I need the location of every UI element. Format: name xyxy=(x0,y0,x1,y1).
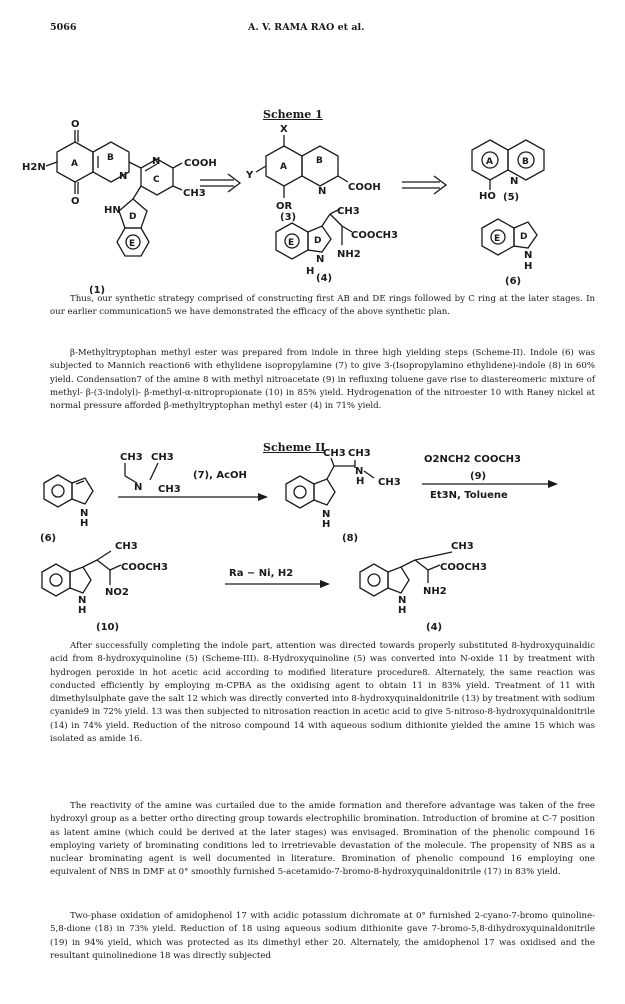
c6s1-n: N xyxy=(524,250,533,261)
c4s1-label: (4) xyxy=(316,273,333,284)
s2-c8-nh-h: H xyxy=(356,476,365,487)
s2-c6-label: (6) xyxy=(40,533,57,544)
s2-c10-h: H xyxy=(78,605,87,616)
s2-c10-ch3: CH3 xyxy=(115,541,138,552)
s2-c8-n: N xyxy=(322,509,331,520)
c1-o-top: O xyxy=(71,119,80,130)
paragraph-2: β-Methyltryptophan methyl ester was prepared from indole in three high yielding steps (Scheme-II). Indole (6) was subjected to Mannich reaction6 with ethylidene isopropylamine (7) to give 3-(Isopropylamino ethylidene)-indole (8) in 60% yield. Condensation7 of the amine 8 with methyl nitroacetate (9) in refluxing toluene gave rise to diastereomeric mixture of methyl- β-(3-indolyl)- β-methyl-α-nitropropionate (10) in 85% yield. Hydrogenation of the nitroester 10 with Raney nickel at normal pressure afforded β-methyltryptophan methyl ester (4) in 71% yield. xyxy=(50,348,595,412)
c1-ring-b: B xyxy=(107,153,114,163)
c4s1-ch3: CH3 xyxy=(337,206,360,217)
c1-ring-c: C xyxy=(153,175,160,185)
s2-c8-label: (8) xyxy=(342,533,359,544)
scheme1-title: Scheme 1 xyxy=(263,108,323,121)
paragraph-3: After successfully completing the indole part, attention was directed towards properly substituted 8-hydroxyquinaldic acid from 8-hydroxyquinoline (5) (Scheme-III). 8-Hydroxyquinoline (5) was converted into N-oxide 11 by treatment with hydrogen peroxide in hot acetic acid according to modified literature procedure8. Alternately, the same reaction was conducted efficiently by employing m-CPBA as the oxidising agent to obtain 11 in 83% yield. Treatment of 11 with dimethylsulphate gave the salt 12 which was directly converted into 8-hydroxyquinaldonitrile (13) by treatment with sodium cyanide9 in 72% yield. 13 was then subjected to nitrosation reaction in acetic acid to give 5-nitroso-8-hydroxyquinaldonitrile (14) in 74% yield. Reduction of the nitroso compound 14 with aqueous sodium dithionite yielded the amine 15 which was isolated as amide 16. xyxy=(50,641,595,745)
c1-hn: HN xyxy=(104,205,121,216)
c3-n: N xyxy=(318,186,327,197)
s2-c4-nh2: NH2 xyxy=(423,586,447,597)
s2-c8-nh: N xyxy=(355,466,364,477)
s2-c8-h: H xyxy=(322,519,331,530)
s2-c4-label: (4) xyxy=(426,622,443,633)
s2-c4-ch3: CH3 xyxy=(451,541,474,552)
s2-r1-cond: (7), AcOH xyxy=(193,470,247,481)
running-title: A. V. RAMA RAO et al. xyxy=(248,22,365,33)
c4s1-cooch3: COOCH3 xyxy=(351,230,399,241)
page-number: 5066 xyxy=(50,22,77,33)
c3-x: X xyxy=(280,124,288,135)
c1-ring-a: A xyxy=(71,159,78,169)
s2-c6-n: N xyxy=(80,508,89,519)
s2-c4-h: H xyxy=(398,605,407,616)
c3-ring-b: B xyxy=(316,156,323,166)
s2-c8-ch3b: CH3 xyxy=(348,448,371,459)
c3-label: (3) xyxy=(280,212,297,223)
paragraph-5: Two-phase oxidation of amidophenol 17 with acidic potassium dichromate at 0° furnished 2-cyano-7-bromo quinoline-5,8-dione (18) in 73% yield. Reduction of 18 using aqueous sodium dithionite gave 7-bromo-5,8-dihydroxyquinaldonitrile (19) in 94% yield, which was protected as its dimethyl ether 20. Alternately, the amidophenol 17 was oxidised and the resultant quinolinedione 18 was directly subjected xyxy=(50,911,595,961)
c1-ch3: CH3 xyxy=(183,188,206,199)
c5-n: N xyxy=(510,176,519,187)
s2-r3: Ra − Ni, H2 xyxy=(229,568,294,579)
s2-c10-cooch3: COOCH3 xyxy=(121,562,169,573)
s2-c10-no2: NO2 xyxy=(105,587,129,598)
c4s1-n: N xyxy=(316,254,325,265)
c3-y: Y xyxy=(246,170,254,181)
c3-ring-a: A xyxy=(280,162,287,172)
s2-r2-top: O2NCH2 COOCH3 xyxy=(424,454,521,465)
c5-ho: HO xyxy=(479,191,496,202)
c6s1-label: (6) xyxy=(505,276,522,287)
c1-o-bottom: O xyxy=(71,196,80,207)
s2-r1-ch3a: CH3 xyxy=(120,452,143,463)
c1-ring-d: D xyxy=(129,212,137,222)
c3-or: OR xyxy=(276,201,293,212)
c1-label: (1) xyxy=(89,285,106,296)
c1-cooh: COOH xyxy=(184,158,217,169)
c6s1-ring-d: D xyxy=(520,232,528,242)
s2-c8-ch3c: CH3 xyxy=(378,477,401,488)
c5-ring-a: A xyxy=(486,157,493,167)
scheme2-title: Scheme II xyxy=(263,441,326,454)
s2-r1-n: N xyxy=(134,482,143,493)
c1-n1: N xyxy=(119,171,128,182)
c1-h2n: H2N xyxy=(22,162,46,173)
paragraph-1: Thus, our synthetic strategy comprised of constructing first AB and DE rings followed by C ring at the later stages. In our earlier communication5 we have demonstrated the efficacy of the above synthetic plan. xyxy=(50,294,595,318)
s2-r1-ch3c: CH3 xyxy=(158,484,181,495)
c5-label: (5) xyxy=(503,192,520,203)
s2-c4-cooch3: COOCH3 xyxy=(440,562,488,573)
c1-n2: N xyxy=(152,156,161,167)
c4s1-nh2: NH2 xyxy=(337,249,361,260)
c4s1-ring-e: E xyxy=(288,238,295,248)
c6s1-h: H xyxy=(524,261,533,272)
s2-r2-bottom: Et3N, Toluene xyxy=(430,490,508,501)
s2-c8-ch3a: CH3 xyxy=(323,448,346,459)
c4s1-h: H xyxy=(306,266,315,277)
c5-ring-b: B xyxy=(522,157,529,167)
s2-c10-n: N xyxy=(78,595,87,606)
s2-r1-ch3b: CH3 xyxy=(151,452,174,463)
s2-c10-label: (10) xyxy=(96,622,120,633)
c3-cooh: COOH xyxy=(348,182,381,193)
s2-r2-mid: (9) xyxy=(470,471,487,482)
c6s1-ring-e: E xyxy=(494,234,501,244)
s2-c6-h: H xyxy=(80,518,89,529)
c4s1-ring-d: D xyxy=(314,236,322,246)
c1-ring-e: E xyxy=(129,239,136,249)
paragraph-4: The reactivity of the amine was curtailed due to the amide formation and therefore advantage was taken of the free hydroxyl group as a better ortho directing group towards electrophilic bromination. Introduction of bromine at C-7 position as latent amine (which could be derived at the later stages) was envisaged. Bromination of the phenolic compound 16 employing variety of brominating conditions led to irretrievable devastation of the molecule. The propensity of NBS as a nuclear brominating agent is well documented in literature. Bromination of phenolic compound 16 employing one equivalent of NBS in DMF at 0° smoothly furnished 5-acetamido-7-bromo-8-hydroxyquinaldonitrile (17) in 83% yield. xyxy=(50,801,595,878)
s2-c4-n: N xyxy=(398,595,407,606)
